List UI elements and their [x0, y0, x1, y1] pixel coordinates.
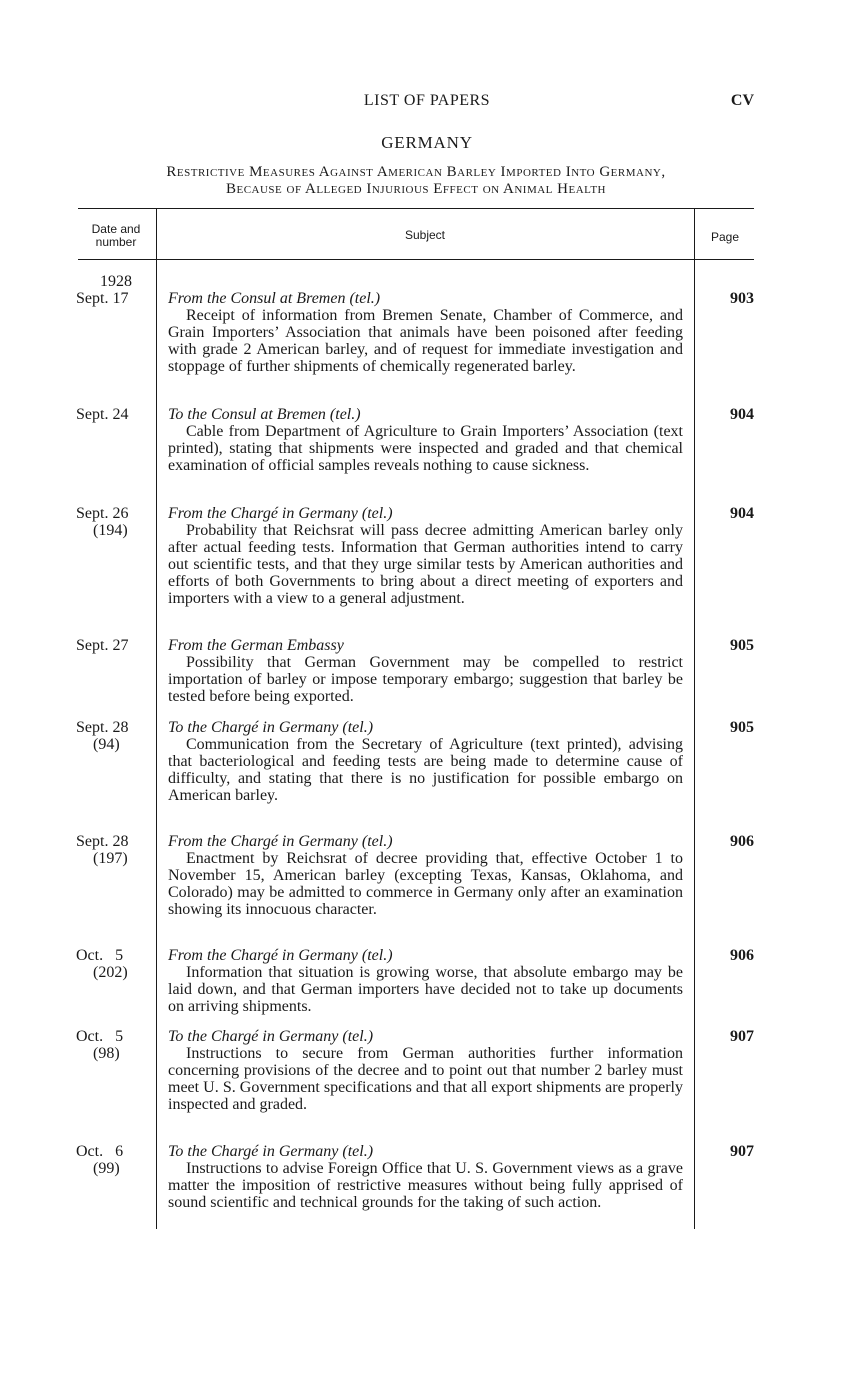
entry-body: Receipt of information from Bremen Senate, Chamber of Commerce, and Grain Importers’ Association that animals have been poisoned after feeding with grade 2 American barley, and of request for immediate investigation and stoppage of further shipments of chemically regenerated barley.: [168, 307, 683, 375]
entry-date: Oct. 5: [76, 1028, 124, 1045]
entry-date: Sept. 26: [76, 505, 129, 522]
entry-date: Sept. 27: [76, 637, 129, 654]
entry-number: (99): [93, 1160, 120, 1177]
section-heading-line-1: Restrictive Measures Against American Barley Imported Into Germany,: [166, 164, 666, 180]
entry-body: Instructions to secure from German authorities further information concerning provisions of the decree and to point out that number 2 barley must meet U. S. Government specifications and that all export shipments are properly inspected and graded.: [168, 1045, 683, 1113]
entry-body: Possibility that German Government may be compelled to restrict importation of barley or impose temporary embargo; suggestion that barley be tested before being exported.: [168, 654, 683, 705]
section-heading: [74, 164, 758, 198]
table-top-rule: [78, 208, 754, 209]
page-number: CV: [730, 92, 754, 109]
entry-page: 905: [730, 719, 754, 736]
column-header-date: [78, 223, 154, 249]
column-header-page: Page: [710, 230, 740, 244]
entry-title: From the Consul at Bremen (tel.): [168, 290, 381, 307]
column-header-date-line-1: Date and: [91, 222, 141, 236]
entry-date: Sept. 24: [76, 406, 129, 423]
entry-page: 906: [730, 947, 754, 964]
entry-title: From the German Embassy: [168, 637, 344, 654]
table-header-rule: [78, 259, 754, 260]
entry-page: 905: [730, 637, 754, 654]
entry-body: Information that situation is growing worse, that absolute embargo may be laid down, and that German importers have decided not to take up documents on arriving shipments.: [168, 964, 683, 1015]
section-heading-line-2: Because of Alleged Injurious Effect on Animal Health: [225, 181, 607, 197]
entry-page: 907: [730, 1143, 754, 1160]
entry-title: From the Chargé in Germany (tel.): [168, 833, 393, 850]
entry-body: Instructions to advise Foreign Office that U. S. Government views as a grave matter the imposition of restrictive measures without being fully apprised of sound scientific and technical grounds for the taking of such action.: [168, 1160, 683, 1211]
entry-page: 906: [730, 833, 754, 850]
entry-page: 904: [730, 505, 754, 522]
column-divider-right: [694, 209, 695, 1229]
entry-page: 907: [730, 1028, 754, 1045]
entry-date: Sept. 28: [76, 833, 129, 850]
year-label: 1928: [100, 273, 132, 290]
entry-title: To the Chargé in Germany (tel.): [168, 1028, 374, 1045]
column-divider-left: [156, 209, 157, 1229]
entry-title: To the Chargé in Germany (tel.): [168, 719, 374, 736]
entry-body: Communication from the Secretary of Agriculture (text printed), advising that bacteriological and feeding tests are being made to determine cause of difficulty, and stating that there is no justification for possible embargo on American barley.: [168, 736, 683, 804]
running-title: LIST OF PAPERS: [363, 92, 491, 109]
entry-page: 904: [730, 406, 754, 423]
column-header-date-line-2: number: [95, 235, 137, 249]
entry-date: Sept. 28: [76, 719, 129, 736]
entry-date: Sept. 17: [76, 290, 129, 307]
entry-title: To the Consul at Bremen (tel.): [168, 406, 361, 423]
entry-body: Enactment by Reichsrat of decree providing that, effective October 1 to November 15, American barley (excepting Texas, Kansas, Oklahoma, and Colorado) may be admitted to commerce in Germany only after an examination showing its innocuous character.: [168, 850, 683, 918]
entry-title: From the Chargé in Germany (tel.): [168, 947, 393, 964]
entry-body: Cable from Department of Agriculture to Grain Importers’ Association (text printed), stating that shipments were inspected and graded and that chemical examination of official samples reveals nothing to cause sickness.: [168, 423, 683, 474]
entry-number: (202): [93, 964, 128, 981]
entry-title: From the Chargé in Germany (tel.): [168, 505, 393, 522]
entry-number: (197): [93, 850, 128, 867]
entry-title: To the Chargé in Germany (tel.): [168, 1143, 374, 1160]
column-header-subject: Subject: [404, 228, 446, 242]
entry-number: (98): [93, 1045, 120, 1062]
entry-page: 903: [730, 290, 754, 307]
entry-number: (194): [93, 522, 128, 539]
entry-body: Probability that Reichsrat will pass decree admitting American barley only after actual feeding tests. Information that German authorities intend to carry out scientific tests, and that they urge similar tests by American authorities and efforts of both Governments to bring about a direct meeting of exporters and importers with a view to a general adjustment.: [168, 522, 683, 607]
entry-date: Oct. 5: [76, 947, 124, 964]
country-heading: GERMANY: [381, 133, 473, 152]
entry-number: (94): [93, 736, 120, 753]
entry-date: Oct. 6: [76, 1143, 124, 1160]
